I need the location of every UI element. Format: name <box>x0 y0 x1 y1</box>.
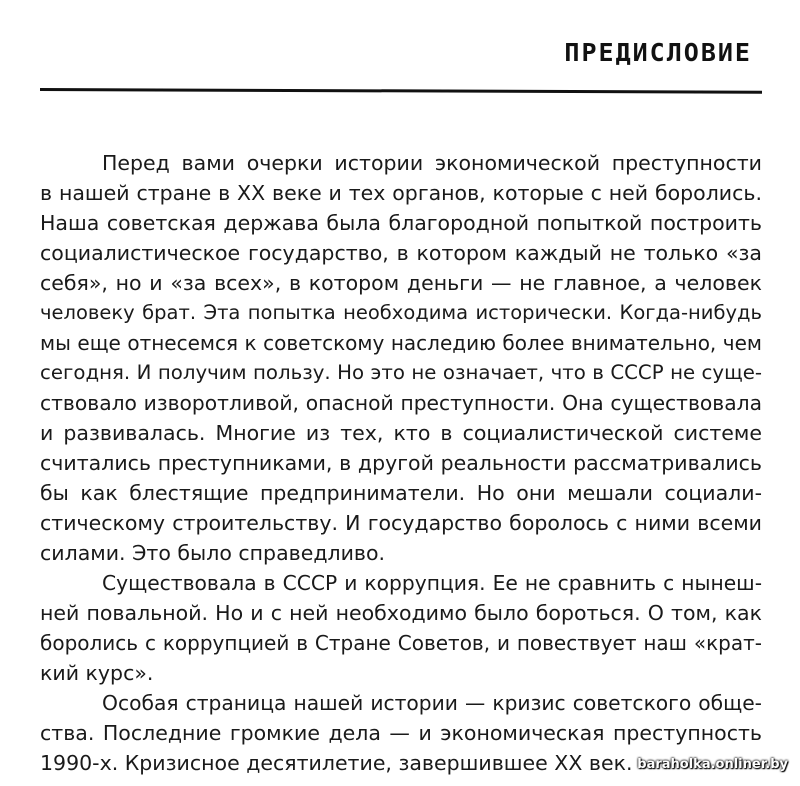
text-line: боролись с коррупцией в Стране Советов, и повествует наш «крат- <box>40 631 762 655</box>
text-line: Перед вами очерки истории экономической преступности <box>102 151 762 175</box>
text-line: мы еще отнесемся к советскому наследию более внимательно, чем <box>40 331 762 355</box>
text-line: кий курс». <box>40 661 154 685</box>
text-line: ства. Последние громкие дела — и экономическая преступность <box>40 721 762 745</box>
text-line: ствовало изворотливой, опасной преступности. Она существовала <box>40 391 762 415</box>
text-line: Особая страница нашей истории — кризис советского обще- <box>102 691 762 715</box>
heading-rule <box>40 88 762 94</box>
text-line: в нашей стране в XX веке и тех органов, которые с ней боролись. <box>40 181 762 205</box>
text-line: человеку брат. Эта попытка необходима исторически. Когда-нибудь <box>40 301 762 324</box>
text-line: ней повальной. Но и с ней необходимо было бороться. О том, как <box>40 601 762 625</box>
text-line: социалистическое государство, в котором каждый не только «за <box>40 241 762 265</box>
text-line: себя», но и «за всех», в котором деньги — не главное, а человек <box>40 271 762 295</box>
text-line: Наша советская держава была благородной попыткой построить <box>40 211 762 235</box>
text-line: и развивалась. Многие из тех, кто в социалистической системе <box>40 421 762 445</box>
text-line: бы как блестящие предприниматели. Но они мешали социали- <box>40 481 762 505</box>
text-line: стическому строительству. И государство боролось с ними всеми <box>40 511 762 535</box>
text-line: 1990-х. Кризисное десятилетие, завершившее XX век. <box>40 751 633 775</box>
text-line: сегодня. И получим пользу. Но это не означает, что в СССР не суще- <box>40 361 762 384</box>
chapter-heading: ПРЕДИСЛОВИЕ <box>564 38 752 67</box>
site-watermark: baraholka.onliner.by <box>637 757 788 772</box>
text-line: Существовала в СССР и коррупция. Ее не сравнить с нынеш- <box>102 571 762 595</box>
text-line: считались преступниками, в другой реальности рассматривались <box>40 451 762 475</box>
text-line: силами. Это было справедливо. <box>40 541 386 565</box>
